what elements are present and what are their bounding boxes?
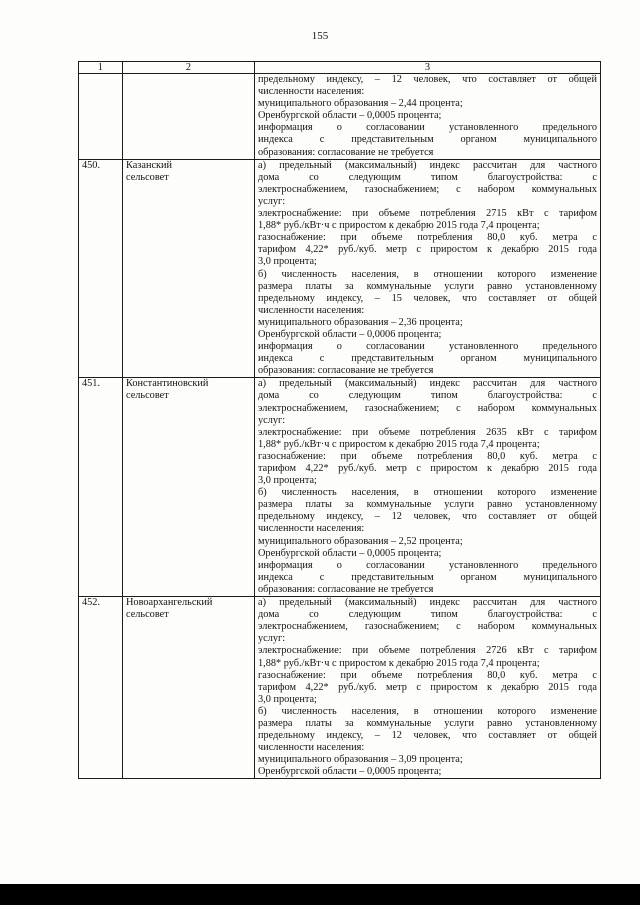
description-line: муниципального образования – 2,44 процента; [258,98,463,110]
description-line: дома со следующим типом благоустройства: с [258,609,597,621]
description-line: а) предельный (максимальный) индекс рассчитан для частного [258,159,597,171]
description-line: размера платы за коммунальные услуги равно установленному [258,499,597,511]
description-line: информация о согласовании установленного предельного [258,341,597,353]
description-line: а) предельный (максимальный) индекс рассчитан для частного [258,378,597,390]
municipality-name-line: Константиновский [126,378,209,390]
description-line: 3,0 процента; [258,475,317,487]
description-line: дома со следующим типом благоустройства: с [258,390,597,402]
index-description [255,378,601,597]
description-line: муниципального образования – 2,36 процента; [258,316,463,328]
row-number: 451. [79,378,123,597]
description-line: Оренбургской области – 0,0005 процента; [258,547,442,559]
column-header-1: 1 [79,62,123,74]
description-line: б) численность населения, в отношении которого изменение [258,705,597,717]
description-line: тарифом 4,22* руб./куб. метр с приростом к декабрю 2015 года [258,463,597,474]
description-line: б) численность населения, в отношении которого изменение [258,487,597,499]
description-line: предельному индексу, – 12 человек, что составляет от общей [258,730,597,742]
index-description [255,74,601,160]
column-header-3: 3 [255,62,601,74]
description-line: услуг: [258,195,286,207]
row-number: 452. [79,597,123,779]
description-line: электроснабжение: при объеме потребления 2635 кВт с тарифом [258,426,597,438]
description-line: образования: согласование не требуется [258,146,434,158]
description-line: информация о согласовании установленного предельного [258,559,597,571]
description-line: услуг: [258,414,286,426]
document-table [78,61,601,779]
description-line: муниципального образования – 3,09 процента; [258,754,463,766]
index-description [255,597,601,779]
description-line: газоснабжение: при объеме потребления 80,0 куб. метра с [258,669,597,681]
description-line: электроснабжение: при объеме потребления 2726 кВт с тарифом [258,645,597,657]
description-line: электроснабжением, газоснабжением; с набором коммунальных [258,183,597,195]
description-line: предельному индексу, – 12 человек, что составляет от общей [258,511,597,523]
description-line: образования: согласование не требуется [258,365,434,377]
description-line: Оренбургской области – 0,0006 процента; [258,328,442,340]
description-line: газоснабжение: при объеме потребления 80,0 куб. метра с [258,450,597,462]
municipality-name [123,378,255,597]
description-line: 3,0 процента; [258,693,317,705]
description-line: численности населения: [258,304,365,316]
table-body [79,74,601,779]
description-line: размера платы за коммунальные услуги равно установленному [258,717,597,729]
row-number [79,74,123,160]
description-line: газоснабжение: при объеме потребления 80,0 куб. метра с [258,232,597,244]
municipality-name-line: сельсовет [126,171,169,183]
row-number: 450. [79,159,123,378]
description-line: дома со следующим типом благоустройства: с [258,171,597,183]
column-header-2: 2 [123,62,255,74]
description-line: электроснабжением, газоснабжением; с набором коммунальных [258,621,597,633]
municipality-name-line: Казанский [126,159,173,171]
description-line: информация о согласовании установленного предельного [258,122,597,134]
description-line: 1,88* руб./кВт·ч с приростом к декабрю 2015 года 7,4 процента; [258,220,540,232]
description-line: Оренбургской области – 0,0005 процента; [258,766,442,778]
description-line: тарифом 4,22* руб./куб. метр с приростом к декабрю 2015 года [258,244,597,256]
description-line: электроснабжением, газоснабжением; с набором коммунальных [258,402,597,414]
table-header-row [79,62,601,74]
description-line: а) предельный (максимальный) индекс рассчитан для частного [258,597,597,609]
table-row [79,597,601,779]
description-line: Оренбургской области – 0,0005 процента; [258,110,442,122]
municipality-name-line: сельсовет [126,609,169,621]
description-line: б) численность населения, в отношении которого изменение [258,268,597,280]
municipality-name [123,159,255,378]
table-row [79,74,601,160]
municipality-name-line: Новоархангельский [126,597,213,609]
description-line: индекса с представительным органом муниципального [258,571,597,583]
description-line: численности населения: [258,523,365,535]
municipality-name-line: сельсовет [126,390,169,402]
table-row [79,378,601,597]
description-line: образования: согласование не требуется [258,583,434,595]
description-line: тарифом 4,22* руб./куб. метр с приростом к декабрю 2015 года [258,681,597,693]
municipality-name [123,597,255,779]
table-row [79,159,601,378]
description-line: предельному индексу, – 12 человек, что составляет от общей [258,74,597,85]
description-line: предельному индексу, – 15 человек, что составляет от общей [258,292,597,304]
index-description [255,159,601,378]
page-number: 155 [311,30,329,42]
description-line: услуг: [258,633,286,645]
description-line: численности населения: [258,742,365,754]
description-line: муниципального образования – 2,52 процента; [258,535,463,547]
description-line: численности населения: [258,86,365,98]
description-line: индекса с представительным органом муниципального [258,353,597,365]
description-line: размера платы за коммунальные услуги равно установленному [258,280,597,292]
description-line: 1,88* руб./кВт·ч с приростом к декабрю 2015 года 7,4 процента; [258,438,540,450]
municipality-name [123,74,255,160]
description-line: 1,88* руб./кВт·ч с приростом к декабрю 2015 года 7,4 процента; [258,657,540,669]
description-line: электроснабжение: при объеме потребления 2715 кВт с тарифом [258,208,597,220]
description-line: 3,0 процента; [258,256,317,268]
scan-bottom-edge [0,884,640,905]
description-line: индекса с представительным органом муниципального [258,134,597,146]
